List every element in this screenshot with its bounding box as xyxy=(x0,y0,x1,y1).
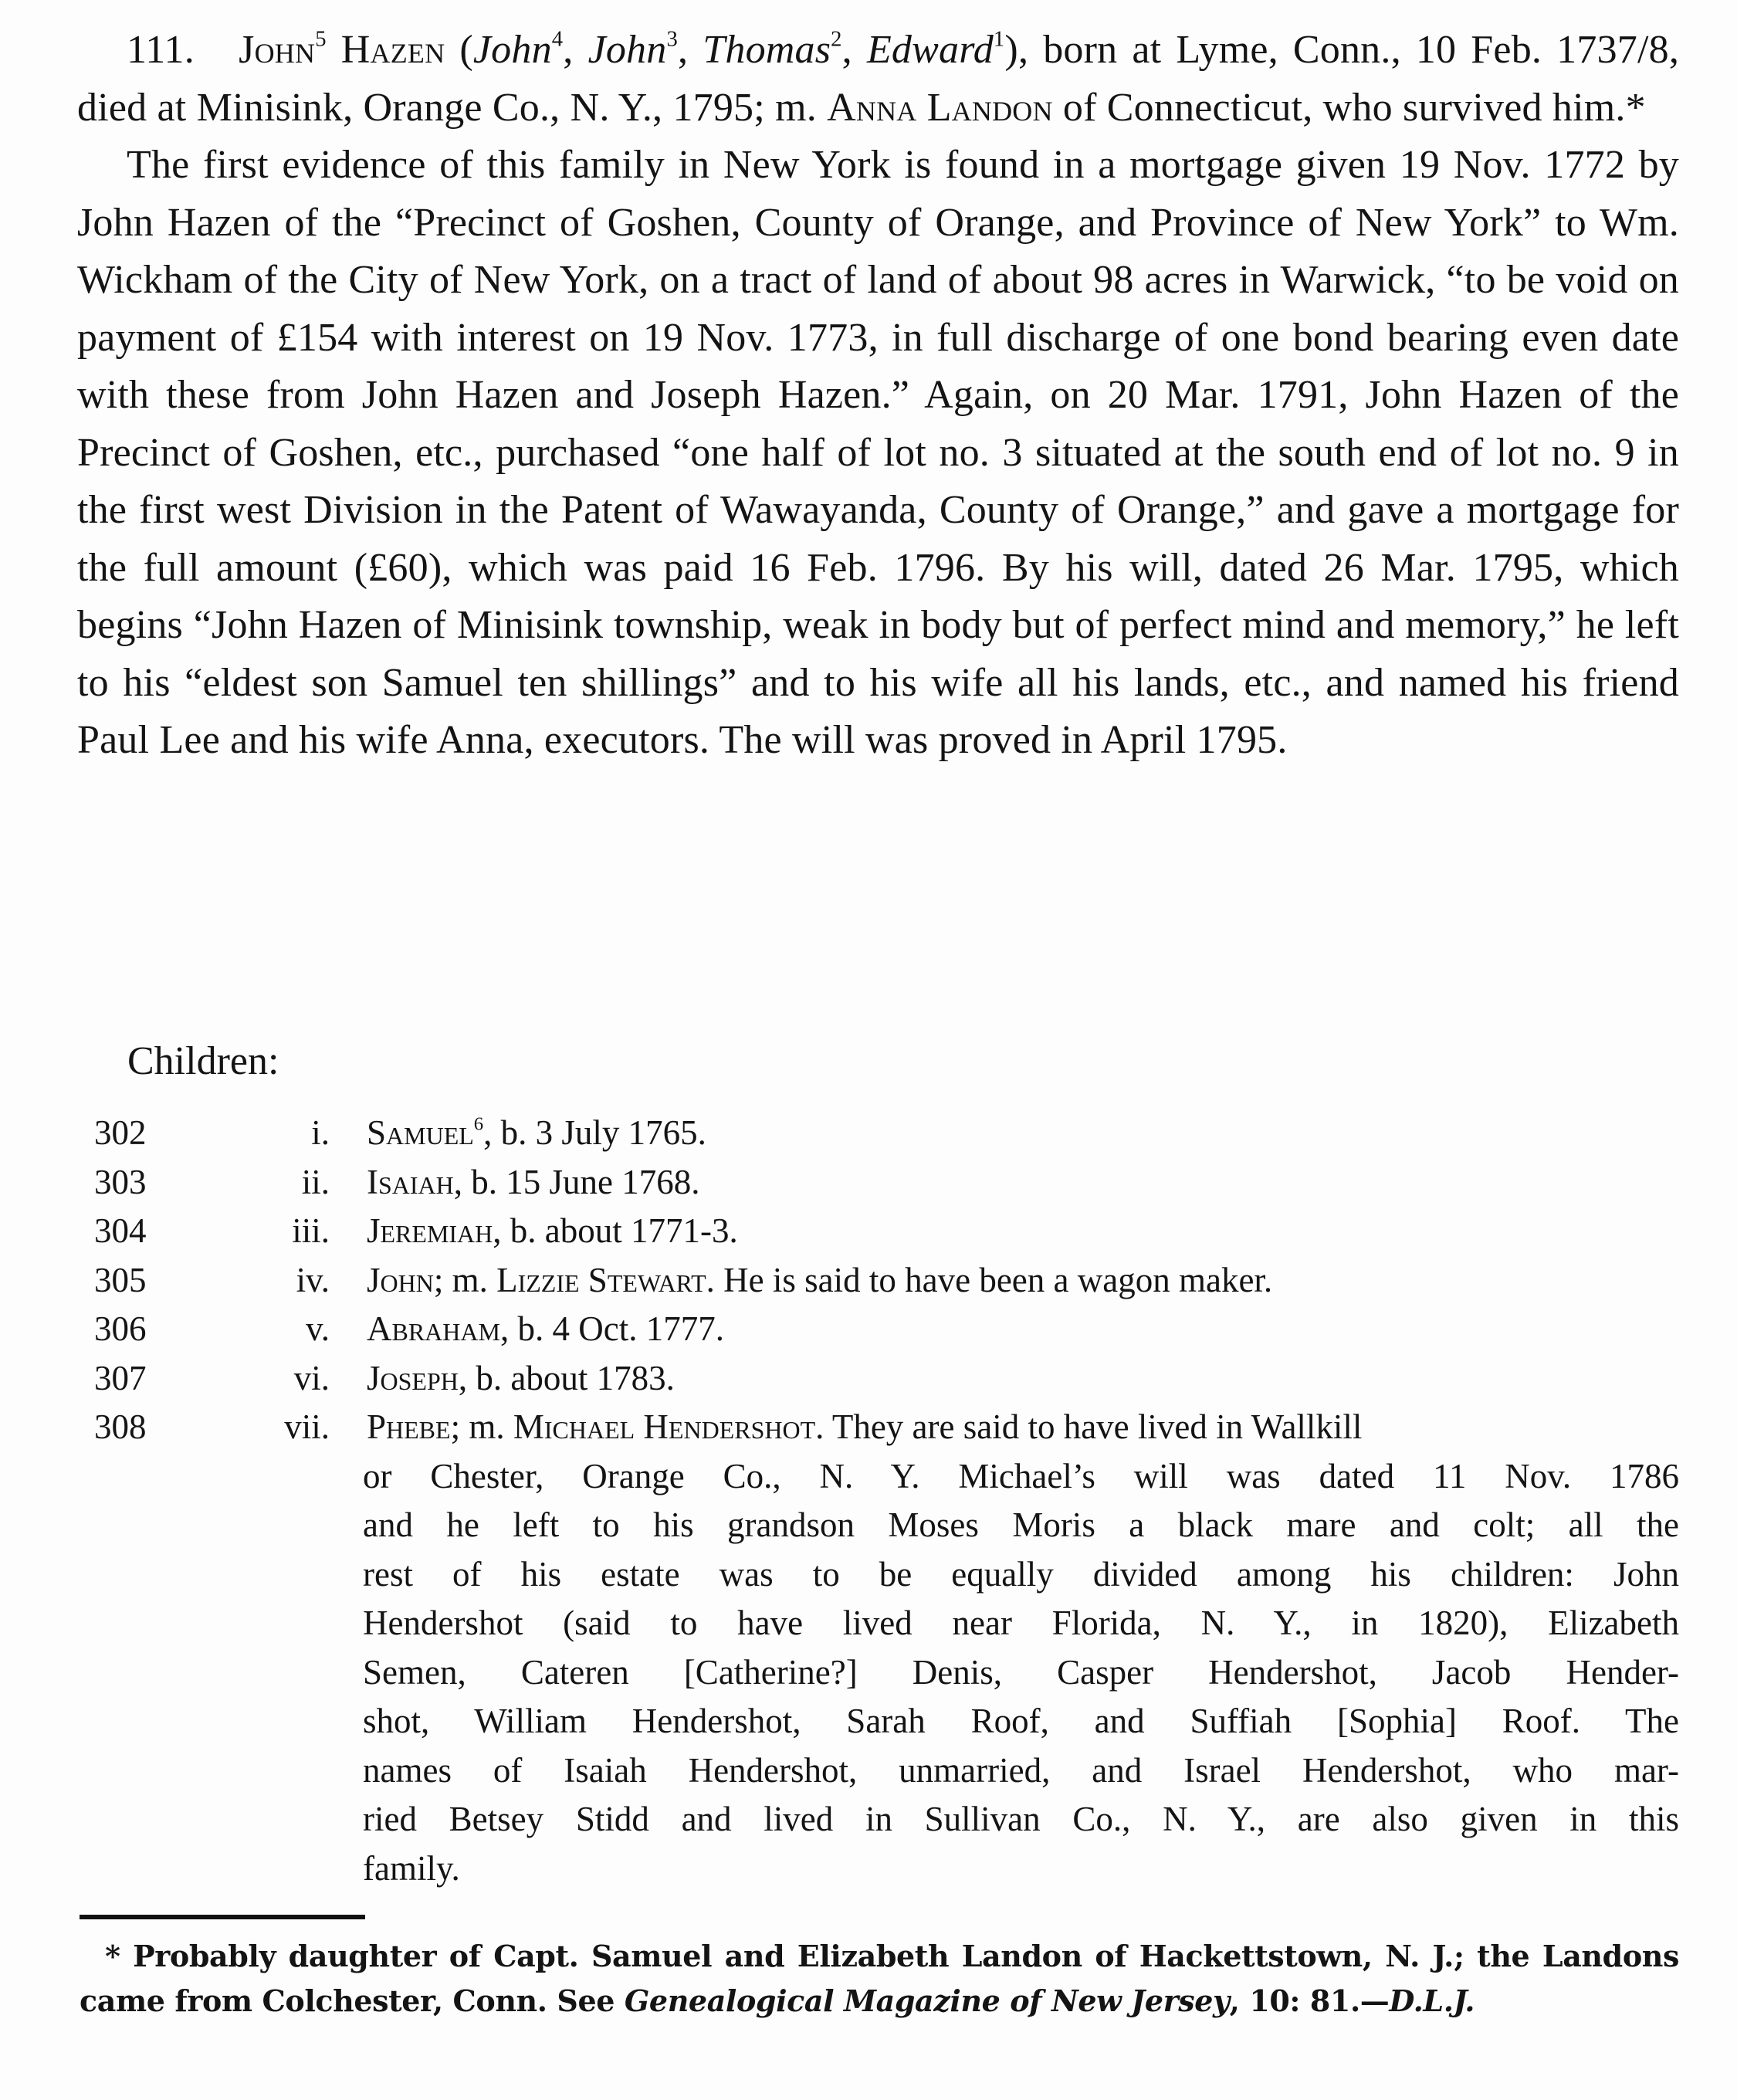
child-row xyxy=(77,1256,1679,1306)
child-ref: 303 xyxy=(94,1162,147,1201)
child-name: Abraham xyxy=(367,1309,500,1348)
child-name: John xyxy=(367,1260,434,1299)
child-details: ; m. xyxy=(450,1407,513,1446)
entry-surname: Hazen xyxy=(340,28,445,72)
lineage-3: Thomas xyxy=(703,28,831,72)
child-text xyxy=(367,1256,1679,1306)
child-ordinal: iv. xyxy=(296,1260,330,1299)
child-note: . They are said to have lived in Wallkill xyxy=(815,1407,1363,1446)
continuation-line: family. xyxy=(363,1848,460,1888)
child-row xyxy=(77,1207,1679,1256)
child-text xyxy=(367,1403,1679,1452)
footnote-line-1 xyxy=(80,1934,1679,1979)
child-details: , b. about 1783. xyxy=(458,1358,675,1397)
entry-number: 111. xyxy=(127,28,195,72)
child-row xyxy=(77,1305,1679,1354)
child-details: , b. 15 June 1768. xyxy=(453,1162,700,1201)
child-ref: 304 xyxy=(94,1211,147,1250)
footnote-text-2: came from Colchester, Conn. See xyxy=(80,1983,625,2018)
continuation-line: Semen, Cateren [Catherine?] Denis, Casper Hendershot, Jacob Hender- xyxy=(363,1652,1679,1692)
child-ordinal: iii. xyxy=(292,1211,330,1250)
child-name: Samuel xyxy=(367,1113,474,1152)
footnote-marker: * xyxy=(105,1939,120,1973)
entry-name-generation: 5 xyxy=(315,27,327,52)
footnote-divider xyxy=(80,1915,365,1919)
children-list xyxy=(77,1109,1679,1893)
spouse-suffix: of Connecticut, who survived him.* xyxy=(1062,85,1646,130)
entry-name: John xyxy=(239,28,316,72)
child-ordinal: ii. xyxy=(301,1162,330,1201)
continuation-line: shot, William Hendershot, Sarah Roof, and Suffiah [Sophia] Roof. The xyxy=(363,1702,1679,1740)
child-continuation xyxy=(363,1452,1679,1894)
child-ordinal: vi. xyxy=(293,1358,330,1397)
footnote xyxy=(80,1934,1679,2024)
spouse-name: Anna Landon xyxy=(827,85,1053,130)
child-name: Joseph xyxy=(367,1358,459,1397)
child-details: ; m. xyxy=(433,1260,497,1299)
child-ordinal: i. xyxy=(311,1113,330,1152)
footnote-text-1: Probably daughter of Capt. Samuel and Elizabeth Landon of Hackettstown, N. J.; the Landons xyxy=(133,1939,1679,1973)
child-generation: 6 xyxy=(473,1113,484,1135)
body-paragraph: The first evidence of this family in New York is found in a mortgage given 19 Nov. 1772 by John Hazen of the “Precinct of Goshen, County of Orange, and Province of New York” to Wm. Wickham of the City of New York, on a tract of land of about 98 acres in Warwick, “to be void on payment of £154 with interest on 19 Nov. 1773, in full discharge of one bond bearing even date with these from John Hazen and Joseph Hazen.” Again, on 20 Mar. 1791, John Hazen of the Precinct of Goshen, etc., purchased “one half of lot no. 3 situated at the south end of lot no. 9 in the first west Division in the Patent of Wawayanda, County of Orange,” and gave a mortgage for the full amount (£60), which was paid 16 Feb. 1796. By his will, dated 26 Mar. 1795, which begins “John Hazen of Minisink township, weak in body but of perfect mind and memory,” he left to his “eldest son Samuel ten shillings” and to his wife all his lands, etc., and named his friend Paul Lee and his wife Anna, executors. The will was proved in April 1795. xyxy=(77,143,1679,762)
child-details: , b. 4 Oct. 1777. xyxy=(499,1309,724,1348)
child-ref: 308 xyxy=(94,1407,147,1446)
child-spouse: Michael Hendershot xyxy=(513,1407,816,1446)
birth-death: born at Lyme, Conn., 10 Feb. 1737/8, died at Minisink, Orange Co., N. Y., 1795; m. xyxy=(77,28,1680,130)
entry-header: 111. John$^5$ Hazen (John$^4$, John$^3$, Thomas$^2$, Edward$^1$), born at Lyme, Conn., 10 Feb. 1737/8, died at Minisink, Orange Co., N. Y., 1795; m. Anna Landon of Connecticut, who survived him.* xyxy=(77,27,1680,130)
footnote-citation: , 10: 81.— xyxy=(1229,1983,1390,2018)
lineage-4: Edward xyxy=(866,28,994,72)
continuation-line: Hendershot (said to have lived near Florida, N. Y., in 1820), Elizabeth xyxy=(363,1604,1679,1642)
footnote-source-title: Genealogical Magazine of New Jersey xyxy=(624,1983,1230,2018)
child-ref: 307 xyxy=(94,1358,147,1397)
child-ref: 305 xyxy=(94,1260,147,1299)
child-spouse: Lizzie Stewart xyxy=(496,1260,706,1299)
continuation-line: rest of his estate was to be equally divided among his children: John xyxy=(363,1554,1679,1594)
child-ordinal: vii. xyxy=(284,1407,330,1446)
entry-text xyxy=(77,22,1679,770)
child-name: Isaiah xyxy=(367,1162,454,1201)
lineage-1: John xyxy=(472,28,552,72)
lineage-2: John xyxy=(587,28,667,72)
continuation-line: names of Isaiah Hendershot, unmarried, and Israel Hendershot, who mar- xyxy=(363,1750,1679,1790)
child-text xyxy=(367,1305,1679,1354)
child-ref: 306 xyxy=(94,1309,147,1348)
lineage-open: ( xyxy=(459,28,473,72)
child-ordinal: v. xyxy=(306,1309,330,1348)
lineage-4-gen: 1 xyxy=(993,27,1005,52)
child-row xyxy=(77,1109,1679,1158)
continuation-line: ried Betsey Stidd and lived in Sullivan Co., N. Y., are also given in this xyxy=(363,1800,1679,1838)
footnote-line-2 xyxy=(80,1979,1679,2024)
lineage-1-gen: 4 xyxy=(551,27,564,52)
continuation-line: or Chester, Orange Co., N. Y. Michael’s will was dated 11 Nov. 1786 xyxy=(363,1456,1679,1495)
child-name: Jeremiah xyxy=(367,1211,493,1250)
lineage-2-gen: 3 xyxy=(666,27,678,52)
child-note: . He is said to have been a wagon maker. xyxy=(706,1260,1273,1299)
child-row xyxy=(77,1158,1679,1208)
child-text xyxy=(367,1207,1679,1256)
child-ref: 302 xyxy=(94,1113,147,1152)
children-heading: Children: xyxy=(127,1039,279,1083)
continuation-line: and he left to his grandson Moses Moris a black mare and colt; all the xyxy=(363,1506,1679,1544)
child-details: , b. 3 July 1765. xyxy=(483,1113,706,1152)
child-details: , b. about 1771-3. xyxy=(493,1211,738,1250)
lineage-3-gen: 2 xyxy=(831,27,842,52)
child-row xyxy=(77,1354,1679,1404)
footnote-signature: D.L.J. xyxy=(1389,1983,1475,2018)
child-text xyxy=(367,1158,1679,1208)
child-name: Phebe xyxy=(367,1407,451,1446)
child-row xyxy=(77,1403,1679,1452)
child-text xyxy=(367,1354,1679,1404)
lineage-close: ), xyxy=(1004,28,1029,72)
child-text xyxy=(367,1109,1679,1158)
